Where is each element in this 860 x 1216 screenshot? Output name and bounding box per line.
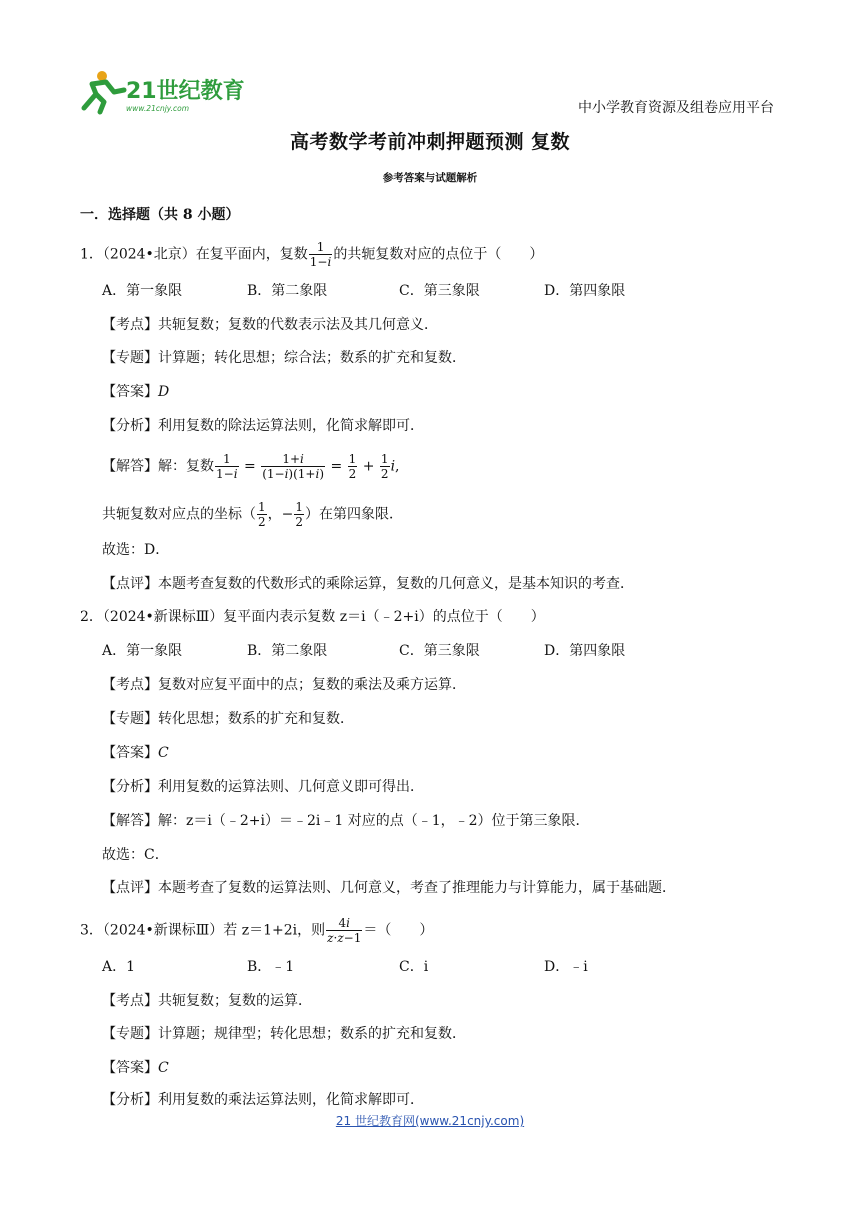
- footer-link[interactable]: 21 世纪教育网(www.21cnjy.com): [335, 1114, 525, 1128]
- q2-option-d: D．第四象限: [544, 643, 626, 659]
- platform-name: 中小学教育资源及组卷应用平台: [578, 100, 774, 116]
- q3-zhuanti: 【专题】计算题；规律型；转化思想；数系的扩充和复数．: [102, 1026, 466, 1042]
- q1-zhuanti: 【专题】计算题；转化思想；综合法；数系的扩充和复数．: [102, 350, 466, 366]
- q1-option-d: D．第四象限: [544, 283, 626, 299]
- q3-fenxi: 【分析】利用复数的乘法运算法则，化简求解即可．: [102, 1092, 424, 1108]
- page-subtitle: 参考答案与试题解析: [382, 172, 478, 184]
- q1-answer: 【答案】D: [102, 384, 170, 400]
- q3-kaodian: 【考点】共轭复数；复数的运算．: [102, 993, 312, 1009]
- logo-text: 21世纪教育: [126, 79, 245, 104]
- q1-stem: 1．（2024•北京）在复平面内，复数 $\frac{1}{1-i}$ 的共轭复数对应的点位于（ ）: [80, 240, 544, 269]
- q3-option-b: B．﹣1: [247, 959, 295, 975]
- q1-option-b: B．第二象限: [247, 283, 328, 299]
- q2-guxuan: 故选：C．: [102, 847, 169, 863]
- q1-option-c: C．第三象限: [399, 283, 480, 299]
- q3-option-a: A．1: [102, 959, 136, 975]
- q2-jieda: 【解答】解：z＝i（﹣2+i）＝﹣2i﹣1 对应的点（﹣1，﹣2）位于第三象限．: [102, 813, 590, 829]
- q2-fenxi: 【分析】利用复数的运算法则、几何意义即可得出．: [102, 779, 424, 795]
- q3-stem: 3．（2024•新课标Ⅲ）若 z＝1+2i，则 $\frac{4i}{z\cdot\overline{z}-1}$ ＝（ ）: [80, 916, 434, 945]
- q2-option-b: B．第二象限: [247, 643, 328, 659]
- q1-kaodian: 【考点】共轭复数；复数的代数表示法及其几何意义．: [102, 317, 438, 333]
- runner-icon: [84, 71, 124, 112]
- q1-dianping: 【点评】本题考查复数的代数形式的乘除运算，复数的几何意义，是基本知识的考查．: [102, 576, 634, 592]
- q1-guxuan: 故选：D．: [102, 542, 170, 558]
- q1-fenxi: 【分析】利用复数的除法运算法则，化简求解即可．: [102, 418, 424, 434]
- logo: [80, 68, 250, 116]
- q2-zhuanti: 【专题】转化思想；数系的扩充和复数．: [102, 711, 354, 727]
- section-heading: 一．选择题（共 8 小题）: [80, 207, 240, 223]
- q1-option-a: A．第一象限: [102, 283, 183, 299]
- q3-answer: 【答案】C: [102, 1060, 169, 1076]
- q1-jieda: 【解答】解：复数 $\frac{1}{1-i}$ = $\frac{1+i}{(1-i)(1+i)}$ = $\frac{1}{2}$ + $\frac{1}{2}$ i,: [102, 452, 400, 481]
- q3-option-c: C．i: [399, 959, 429, 975]
- q2-option-a: A．第一象限: [102, 643, 183, 659]
- logo-url: www.21cnjy.com: [126, 104, 190, 113]
- q2-stem: 2．（2024•新课标Ⅲ）复平面内表示复数 z＝i（﹣2+i）的点位于（ ）: [80, 609, 545, 625]
- q2-dianping: 【点评】本题考查了复数的运算法则、几何意义，考查了推理能力与计算能力，属于基础题．: [102, 880, 676, 896]
- q3-option-d: D．﹣i: [544, 959, 588, 975]
- q1-fraction: $\frac{1}{1-i}$: [309, 240, 332, 269]
- q3-fraction: $\frac{4i}{z\cdot\overline{z}-1}$: [327, 916, 362, 945]
- q2-answer: 【答案】C: [102, 745, 169, 761]
- q2-option-c: C．第三象限: [399, 643, 480, 659]
- page-title: 高考数学考前冲刺押题预测 复数: [289, 131, 571, 153]
- q1-coordinate: 共轭复数对应点的坐标（ $\frac{1}{2}$ ，− $\frac{1}{2}$ ）在第四象限．: [102, 500, 404, 529]
- q2-kaodian: 【考点】复数对应复平面中的点；复数的乘法及乘方运算．: [102, 677, 466, 693]
